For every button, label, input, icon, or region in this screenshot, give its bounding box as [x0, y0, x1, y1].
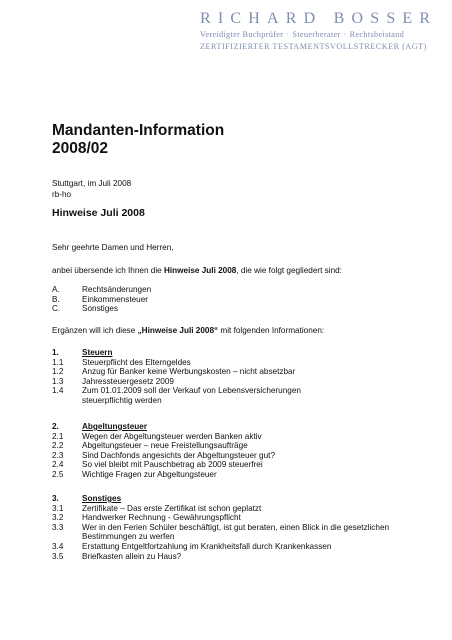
list-item: 3.2 Handwerker Rechnung - Gewährungspflicht: [52, 513, 241, 523]
title-line-2: 2008/02: [52, 140, 109, 157]
reference: rb-ho: [52, 190, 72, 199]
firm-title-3: Rechtsbeistand: [349, 30, 405, 39]
intro-before: anbei übersende ich Ihnen die: [52, 266, 164, 275]
section-heading-row: 3. Sonstiges: [52, 494, 122, 503]
list-item: 2.3 Sind Dachfonds angesichts der Abgeltungsteuer gut?: [52, 450, 275, 460]
list-item: 1.2 Anzug für Banker keine Werbungskosten – nicht absetzbar: [52, 367, 296, 377]
list-item: 2.2 Abgeltungsteuer – neue Freistellungsaufträge: [52, 441, 248, 451]
document-title: [52, 122, 224, 158]
list-item: 2.4 So viel bleibt mit Pauschbetrag ab 2009 steuerfrei: [52, 460, 263, 470]
section-3-list: [52, 494, 402, 561]
firm-certification: ZERTIFIZIERTER TESTAMENTSVOLLSTRECKER (AGT): [200, 42, 427, 51]
section-heading-row: 2. Abgeltungsteuer: [52, 422, 148, 431]
outline-list: [52, 285, 151, 314]
section-heading-row: 1. Steuern: [52, 348, 113, 357]
list-item: 1.4 Zum 01.01.2009 soll der Verkauf von Lebensversicherungen steuerpflichtig werden: [52, 386, 301, 405]
list-item: 3.1 Zertifikate – Das erste Zertifikat ist schon geplatzt: [52, 503, 262, 513]
list-item: 2.5 Wichtige Fragen zur Abgeltungsteuer: [52, 469, 217, 479]
supplement-before: Ergänzen will ich diese: [52, 326, 138, 335]
salutation: Sehr geehrte Damen und Herren,: [52, 243, 174, 252]
list-item: 1.3 Jahressteuergesetz 2009: [52, 376, 174, 386]
section-1-list: [52, 348, 302, 406]
firm-titles: Vereidigter Buchprüfer · Steuerberater · Rechtsbeistand: [200, 30, 405, 39]
list-item: 3.3 Wer in den Ferien Schüler beschäftigt, ist gut beraten, einen Blick in die gesetzlichen Bestimmungen zu werfen: [52, 522, 390, 542]
supplement-bold: „Hinweise Juli 2008“: [137, 326, 219, 335]
intro-after: , die wie folgt gegliedert sind:: [236, 266, 342, 275]
supplement-paragraph: [52, 325, 324, 336]
outline-item: A. Rechtsänderungen: [52, 285, 152, 294]
list-item: 2.1 Wegen der Abgeltungsteuer werden Banken aktiv: [52, 431, 262, 441]
list-item: 3.5 Briefkasten allein zu Haus?: [52, 551, 182, 561]
firm-name: RICHARD BOSSER: [200, 10, 438, 27]
outline-item: C. Sonstiges: [52, 304, 118, 314]
document-meta: [52, 178, 131, 200]
section-2-list: [52, 422, 275, 480]
firm-title-1: Vereidigter Buchprüfer: [200, 30, 284, 39]
place-date: Stuttgart, im Juli 2008: [52, 179, 132, 188]
list-item: 1.1 Steuerpflicht des Elterngeldes: [52, 357, 191, 367]
section-heading: Hinweise Juli 2008: [52, 207, 145, 219]
supplement-after: mit folgenden Informationen:: [218, 326, 325, 335]
outline-item: B. Einkommensteuer: [52, 294, 148, 304]
title-line-1: Mandanten-Information: [52, 122, 225, 139]
intro-paragraph: [52, 265, 342, 276]
intro-bold: Hinweise Juli 2008: [163, 266, 237, 275]
list-item: 3.4 Erstattung Entgeltfortzahlung im Krankheitsfall durch Krankenkassen: [52, 541, 332, 551]
firm-title-2: Steuerberater: [292, 30, 341, 39]
letterhead: [200, 10, 440, 52]
